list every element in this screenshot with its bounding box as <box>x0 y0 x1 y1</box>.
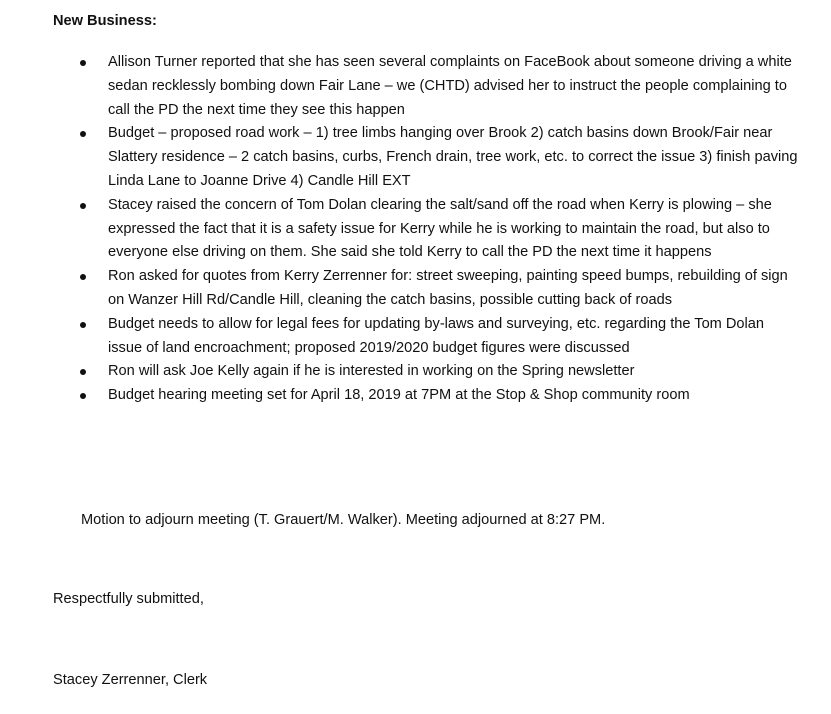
bullet-icon <box>80 60 86 66</box>
list-item <box>0 194 800 265</box>
bullet-icon <box>80 274 86 280</box>
list-item-text: Budget hearing meeting set for April 18, 2019 at 7PM at the Stop & Shop community room <box>108 387 690 404</box>
list-item-text: Ron will ask Joe Kelly again if he is interested in working on the Spring newsletter <box>108 363 635 380</box>
closing-line: Respectfully submitted, <box>53 591 204 607</box>
bullet-icon <box>80 369 86 375</box>
list-item-text: Budget needs to allow for legal fees for updating by-laws and surveying, etc. regarding the Tom Dolan issue of land encroachment; proposed 2019/2020 budget figures were discussed <box>108 315 765 356</box>
bullet-icon <box>80 322 86 328</box>
bullet-icon <box>80 131 86 137</box>
list-item-text: Ron asked for quotes from Kerry Zerrenner for: street sweeping, painting speed bumps, rebuilding of sign on Wanzer Hill Rd/Candle Hill, cleaning the catch basins, possible cutting back of roads <box>108 268 788 308</box>
list-item-text: Budget – proposed road work – 1) tree limbs hanging over Brook 2) catch basins down Brook/Fair near Slattery residence – 2 catch basins, curbs, French drain, tree work, etc. to correct the issue 3) finish paving Linda Lane to Joanne Drive 4) Candle Hill EXT <box>108 125 798 189</box>
list-item <box>0 360 800 384</box>
bullet-icon <box>80 393 86 399</box>
list-item <box>0 384 800 408</box>
list-item <box>0 51 800 122</box>
bullet-icon <box>80 203 86 209</box>
adjourn-motion: Motion to adjourn meeting (T. Grauert/M. Walker). Meeting adjourned at 8:27 PM. <box>81 512 606 528</box>
signature-line: Stacey Zerrenner, Clerk <box>53 672 208 688</box>
new-business-list <box>0 51 800 408</box>
list-item-text: Stacey raised the concern of Tom Dolan clearing the salt/sand off the road when Kerry is plowing – she expressed the fact that it is a safety issue for Kerry while he is working to maintain the road, but also to everyone else driving on them. She said she told Kerry to call the PD the next time it happens <box>108 196 772 261</box>
list-item <box>0 265 800 313</box>
list-item-text: Allison Turner reported that she has seen several complaints on FaceBook about someone driving a white sedan recklessly bombing down Fair Lane – we (CHTD) advised her to instruct the people complaining to call the PD the next time they see this happen <box>108 54 792 118</box>
list-item <box>0 122 800 193</box>
section-heading: New Business: <box>53 13 157 29</box>
list-item <box>0 313 800 361</box>
